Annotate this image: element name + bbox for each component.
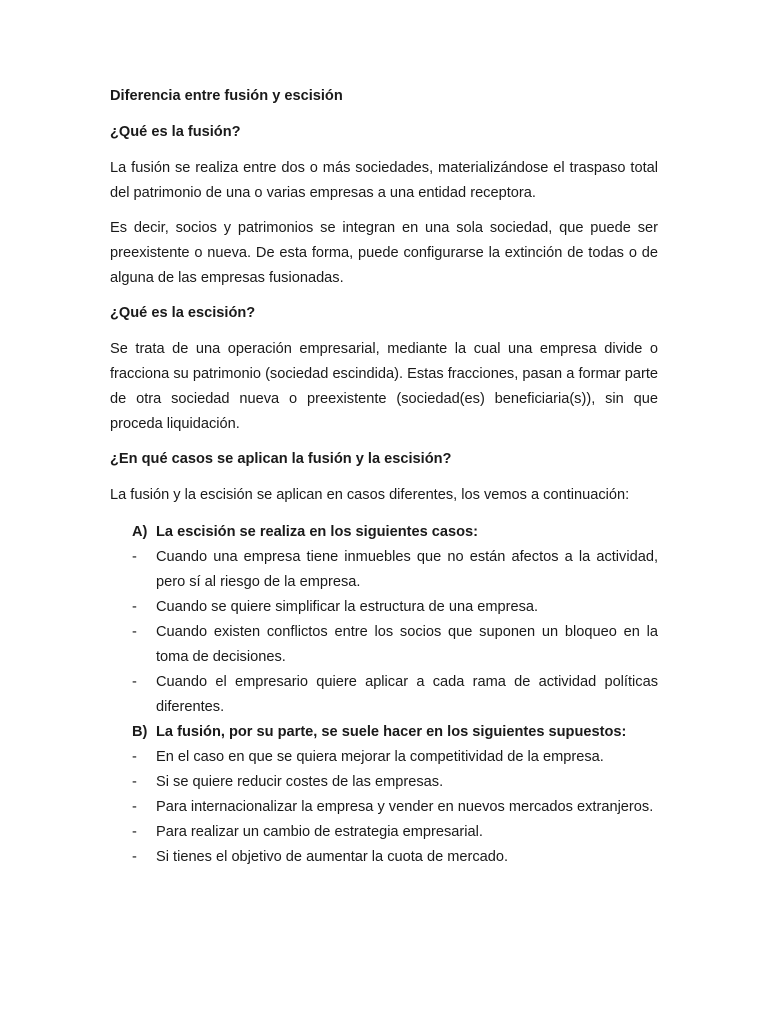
list-fusion xyxy=(110,720,658,870)
section-heading-casos: ¿En qué casos se aplican la fusión y la escisión? xyxy=(110,451,452,467)
dash-marker: - xyxy=(132,674,137,690)
dash-marker: - xyxy=(132,599,137,615)
list-item xyxy=(110,545,658,595)
list-item-text: Cuando el empresario quiere aplicar a cada rama de actividad políticas diferentes. xyxy=(156,674,658,715)
list-item-text: Para realizar un cambio de estrategia empresarial. xyxy=(156,824,483,840)
list-item-text: Cuando una empresa tiene inmuebles que no están afectos a la actividad, pero sí al riesgo de la empresa. xyxy=(156,549,658,590)
list-item xyxy=(110,595,658,620)
list-heading-b xyxy=(110,720,658,745)
dash-marker: - xyxy=(132,774,137,790)
list-heading-label: La escisión se realiza en los siguientes casos: xyxy=(156,524,479,540)
list-item xyxy=(110,770,658,795)
dash-marker: - xyxy=(132,624,137,640)
list-item-text: Si se quiere reducir costes de las empresas. xyxy=(156,774,444,790)
list-item xyxy=(110,795,658,820)
list-item xyxy=(110,745,658,770)
dash-marker: - xyxy=(132,799,137,815)
paragraph: Es decir, socios y patrimonios se integran en una sola sociedad, que puede ser preexistente o nueva. De esta forma, puede configurarse la extinción de todas o de alguna de las empresas fusionadas. xyxy=(110,220,658,286)
paragraph: La fusión se realiza entre dos o más sociedades, materializándose el traspaso total del patrimonio de una o varias empresas a una entidad receptora. xyxy=(110,160,658,201)
list-heading-label: La fusión, por su parte, se suele hacer en los siguientes supuestos: xyxy=(156,724,627,740)
list-marker: A) xyxy=(132,524,148,540)
section-heading-fusion: ¿Qué es la fusión? xyxy=(110,124,241,140)
list-heading-a xyxy=(110,520,658,545)
dash-marker: - xyxy=(132,749,137,765)
list-marker: B) xyxy=(132,724,148,740)
paragraph: La fusión y la escisión se aplican en casos diferentes, los vemos a continuación: xyxy=(110,487,630,503)
list-item-text: Para internacionalizar la empresa y vender en nuevos mercados extranjeros. xyxy=(156,799,654,815)
list-item xyxy=(110,670,658,720)
list-item-text: Cuando existen conflictos entre los socios que suponen un bloqueo en la toma de decisiones. xyxy=(156,624,658,665)
list-item-text: En el caso en que se quiera mejorar la competitividad de la empresa. xyxy=(156,749,604,765)
list-item xyxy=(110,845,658,870)
document-title: Diferencia entre fusión y escisión xyxy=(110,88,343,104)
list-item xyxy=(110,820,658,845)
paragraph: Se trata de una operación empresarial, mediante la cual una empresa divide o fracciona su patrimonio (sociedad escindida). Estas fracciones, pasan a formar parte de otra sociedad nueva o preexistente (sociedad(es) beneficiaria(s)), sin que proceda liquidación. xyxy=(110,341,658,432)
section-heading-escision: ¿Qué es la escisión? xyxy=(110,305,256,321)
list-item-text: Si tienes el objetivo de aumentar la cuota de mercado. xyxy=(156,849,509,865)
list-item xyxy=(110,620,658,670)
list-item-text: Cuando se quiere simplificar la estructura de una empresa. xyxy=(156,599,539,615)
dash-marker: - xyxy=(132,549,137,565)
list-escision xyxy=(110,520,658,720)
document-page xyxy=(110,84,658,870)
dash-marker: - xyxy=(132,824,137,840)
dash-marker: - xyxy=(132,849,137,865)
